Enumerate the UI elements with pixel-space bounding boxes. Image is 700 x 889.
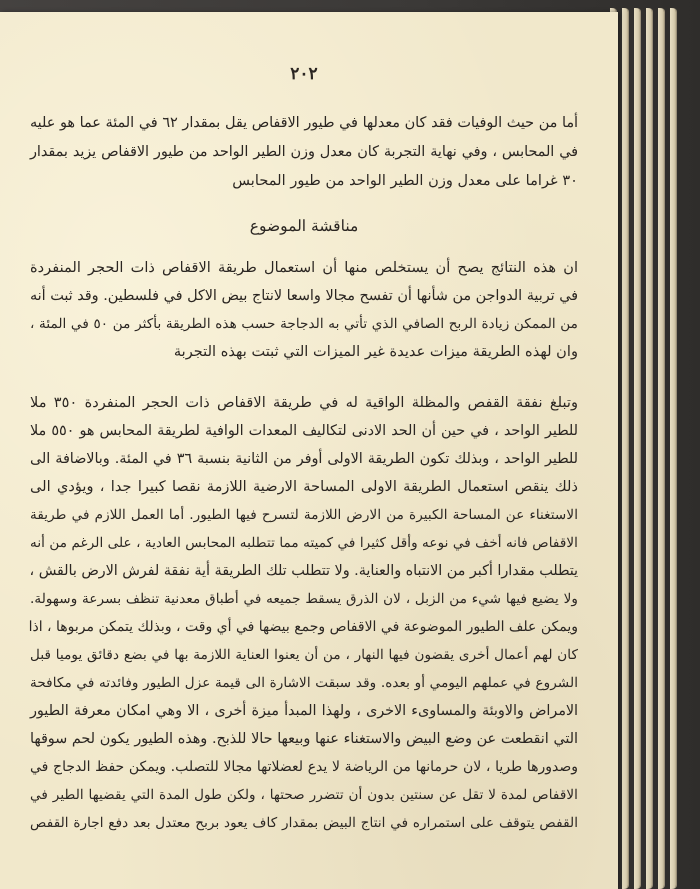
page-text-block bbox=[30, 12, 578, 889]
text-line: الاستغناء عن المساحة الكبيرة من الارض اللازمة لتسرح فيها الطيور. أما العمل اللازم في طريقة bbox=[30, 507, 578, 523]
text-line: ان هذه النتائج يصح أن يستخلص منها أن استعمال طريقة الاقفاص ذات الحجر المنفردة bbox=[30, 259, 578, 276]
text-line: في المحابس ، وفي نهاية التجربة كان معدل وزن الطير الواحد من طيور الاقفاص يزيد بمقدار bbox=[30, 144, 578, 160]
text-line: للطير الواحد ، وبذلك تكون الطريقة الاولى أوفر من الثانية بنسبة ٣٦ في المئة. وبالاضافة الى bbox=[30, 451, 578, 467]
page-edge bbox=[658, 8, 664, 889]
text-line: ولا يضيع فيها شيء من الزبل ، لان الذرق يسقط جميعه في أطباق معدنية تنظف بسرعة وسهولة. bbox=[30, 591, 578, 607]
text-line: الامراض والاوبئة والمساوىء الاخرى ، ولهذا المبدأ ميزة أخرى ، الا وهي امكان معرفة الطيور bbox=[30, 703, 578, 719]
text-line: ويمكن علف الطيور الموضوعة في الاقفاص وجمع بيضها في أي وقت ، وبذلك يتمكن مربوها ، اذا bbox=[28, 619, 578, 635]
page-edge bbox=[622, 8, 628, 889]
text-line: القفص يتوقف على استمراره في انتاج البيض بمقدار كاف يعود بربح معتدل بعد دفع اجارة القفص bbox=[30, 815, 578, 831]
text-line: للطير الواحد ، في حين أن الحد الادنى لتكاليف المعدات الوافية لطريقة المحابس هو ٥٥٠ ملا bbox=[30, 423, 578, 439]
text-line: وتبلغ نفقة القفص والمظلة الواقية له في طريقة الاقفاص ذات الحجر المنفردة ٣٥٠ ملا bbox=[30, 394, 578, 411]
text-line: أما من حيث الوفيات فقد كان معدلها في طيور الاقفاص يقل بمقدار ٦٢ في المئة عما هو عليه bbox=[30, 115, 578, 131]
text-line: يتطلب مقدارا أكبر من الانتباه والعناية. ولا تتطلب تلك الطريقة أية نفقة لفرش الارض بالقش ، bbox=[29, 563, 578, 579]
section-heading: مناقشة الموضوع bbox=[249, 217, 359, 235]
page-edge bbox=[670, 8, 676, 889]
text-line: ٣٠ غراما على معدل وزن الطير الواحد من طيور المحابس bbox=[232, 172, 578, 189]
text-line: الاقفاص فانه أخف في نوعه وأقل كثيرا في كميته مما تتطلبه المحابس العادية ، على الرغم من أنه bbox=[30, 535, 578, 551]
text-line: التي انقطعت عن وضع البيض والاستغناء عنها وبيعها حالا للذبح. وهذه الطيور يكون لحم سوقها bbox=[30, 731, 578, 747]
text-line: ذلك ينقص استعمال الطريقة الاولى المساحة الارضية اللازمة نقصا كبيرا جدا ، ويؤدي الى bbox=[30, 478, 578, 495]
text-line: الشروع في عملهم اليومي أو بعده. وقد سبقت الاشارة الى قيمة عزل الطيور وفائدته في مكافحة bbox=[30, 675, 578, 691]
book-page bbox=[0, 12, 618, 889]
page-edge bbox=[646, 8, 652, 889]
text-line: من الممكن زيادة الربح الصافي الذي تأتي به الدجاجة حسب هذه الطريقة بأكثر من ٥٠ في المئة ، bbox=[30, 316, 578, 332]
text-line: الاقفاص لمدة لا تقل عن سنتين بدون أن تتضرر صحتها ، ولكن طول المدة التي يقضيها الطير في bbox=[30, 787, 578, 803]
text-line: في تربية الدواجن من شأنها أن تفسح مجالا واسعا لانتاج بيض الاكل في فلسطين. وقد ثبت أنه bbox=[30, 288, 578, 304]
text-line: كان لهم أعمال أخرى يقضون فيها النهار ، من أن يعنوا العناية اللازمة بها في بضع دقائق يوميا قبل bbox=[30, 647, 578, 663]
page-edge bbox=[634, 8, 640, 889]
text-line: وان لهذه الطريقة ميزات عديدة غير الميزات التي ثبتت بهذه التجربة bbox=[173, 343, 578, 360]
text-line: وصدورها طريا ، لان حرمانها من الرياضة لا يدع لعضلاتها مجالا للتصلب. ويمكن حفظ الدجاج في bbox=[30, 759, 578, 775]
page-number: ٢٠٢ bbox=[290, 64, 318, 84]
